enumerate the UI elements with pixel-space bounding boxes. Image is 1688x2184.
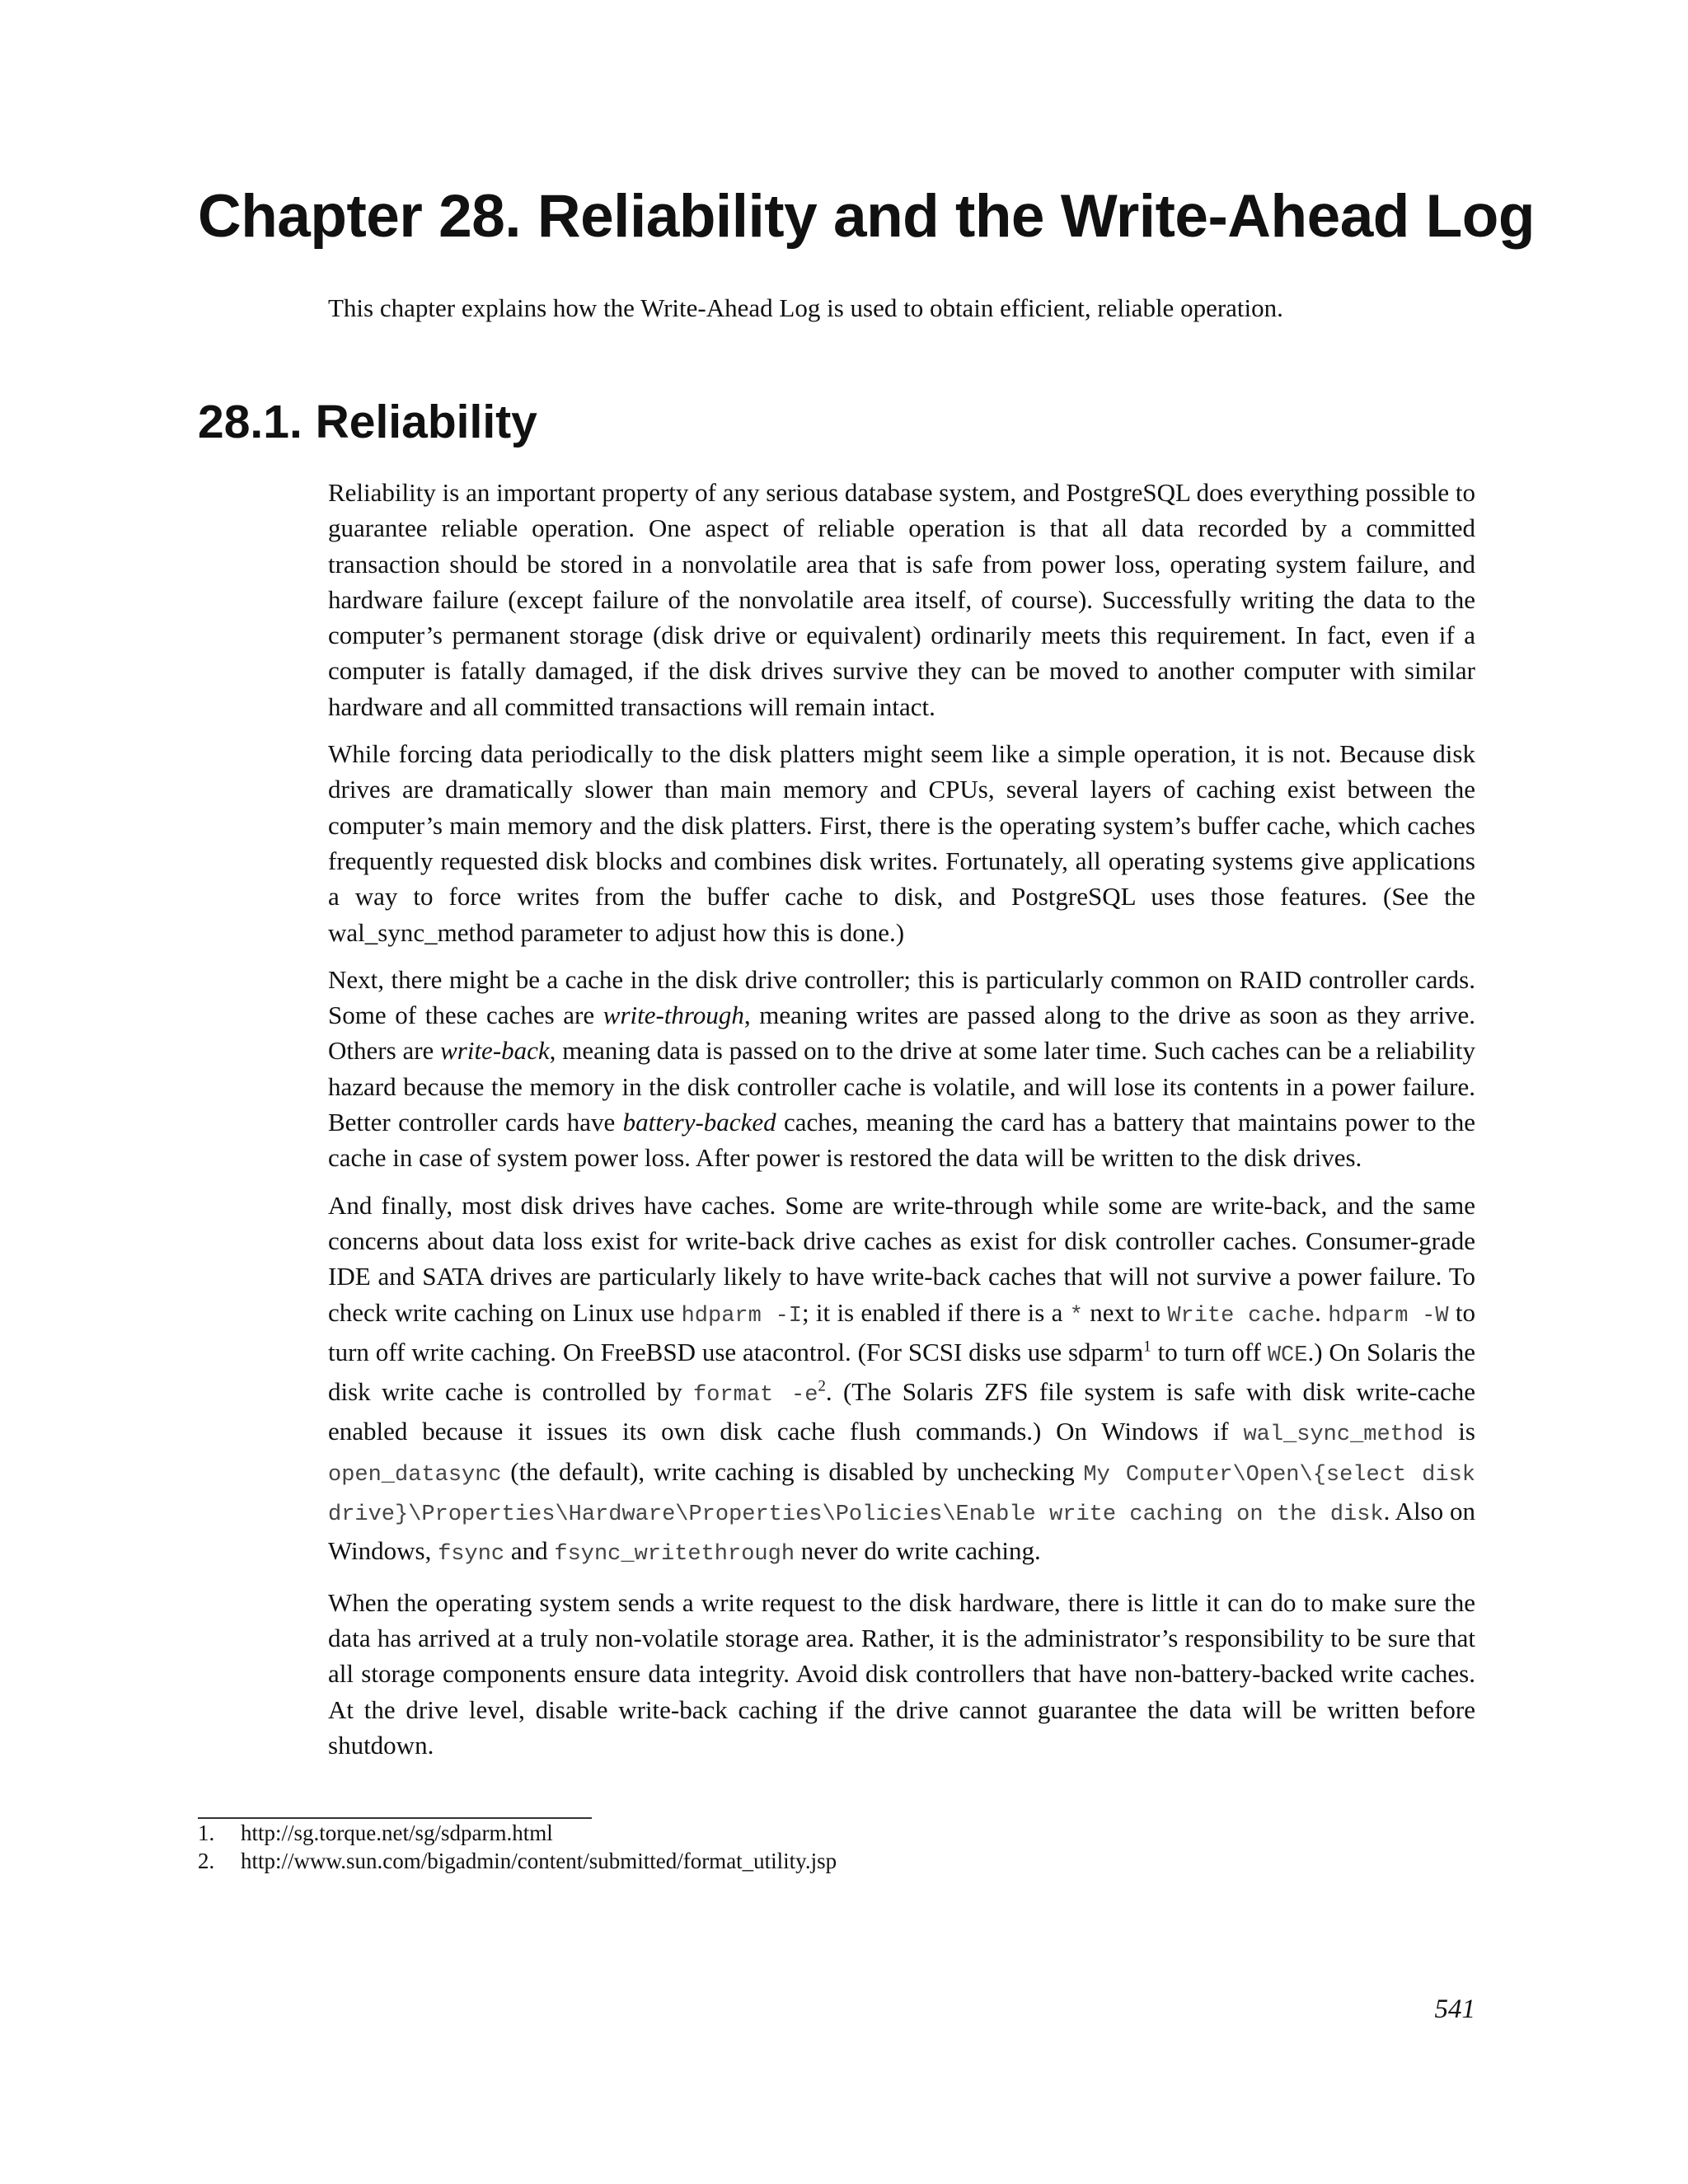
page-number: 541 <box>1434 1994 1475 2024</box>
paragraph-administrator-responsibility: When the operating system sends a write request to the disk hardware, there is little it can do to make sure the data has arrived at a truly non-volatile storage area. Rather, it is the administrator’s responsibility to be sure that all storage components ensure data integrity. Avoid disk controllers that have non-battery-backed write caches. At the drive level, disable write-back caching if the drive cannot guarantee the data will be written before shutdown. <box>328 1587 1475 1760</box>
paragraph-disk-drive-caches <box>328 1188 1475 1573</box>
footnote-link[interactable]: http://sg.torque.net/sg/sdparm.html <box>241 1821 553 1845</box>
text-run: (the default), write caching is disabled by unchecking <box>501 1456 1084 1486</box>
emphasis-battery-backed: battery-backed <box>622 1108 776 1137</box>
text-run: And finally, most disk drives have caches. Some are write-through while some are write-back, and the same concerns about data loss exist for write-back drive caches as exist for disk controller caches. Consumer-grade IDE and SATA drives are particularly likely to have write-back caches that will not survive a power failure. To check write caching on Linux use <box>328 1190 1475 1327</box>
code-windows-path: My Computer\Open\{select disk drive}\Properties\Hardware\Properties\Policies\Enable write caching on the disk <box>328 1462 1475 1528</box>
footnote-number: 1. <box>198 1821 215 1845</box>
text-run: , meaning data is passed on to the drive at some later time. Such caches can be a reliability hazard because the memory in the disk controller cache is volatile, and will lose its contents in a power failure. Better controller cards have <box>328 1036 1475 1137</box>
footnote-number: 2. <box>198 1849 215 1873</box>
text-run: never do write caching. <box>795 1536 1041 1566</box>
text-run: . Also on Windows, <box>328 1497 1475 1566</box>
footnote-ref-1[interactable]: 1 <box>1143 1338 1151 1356</box>
code-fsync: fsync <box>438 1542 505 1568</box>
text-run: Next, there might be a cache in the disk drive controller; this is particularly common on RAID controller cards. Some of these caches are <box>328 964 1475 1030</box>
paragraph-reliability-intro: Reliability is an important property of any serious database system, and PostgreSQL does everything possible to guarantee reliable operation. One aspect of reliable operation is that all data recorded by a committed transaction should be stored in a nonvolatile area that is safe from power loss, operating system failure, and hardware failure (except failure of the nonvolatile area itself, of course). Successfully writing the data to the computer’s permanent storage (disk drive or equivalent) ordinarily meets this requirement. In fact, even if a computer is fatally damaged, if the disk drives survive they can be moved to another computer with similar hardware and all committed transactions will remain intact. <box>328 478 1475 721</box>
text-run: .) On Solaris the disk write cache is controlled by <box>328 1337 1475 1407</box>
footnote-2 <box>198 1847 1269 1875</box>
code-asterisk: * <box>1069 1303 1083 1329</box>
footnote-ref-2[interactable]: 2 <box>818 1377 826 1395</box>
text-run: ; it is enabled if there is a <box>801 1297 1070 1327</box>
text-run: and <box>504 1536 555 1566</box>
chapter-intro: This chapter explains how the Write-Ahead Log is used to obtain efficient, reliable operation. <box>328 293 1283 322</box>
chapter-title: Chapter 28. Reliability and the Write-Ahead Log <box>198 183 1535 250</box>
paragraph-controller-cache <box>328 962 1475 1176</box>
code-open-datasync: open_datasync <box>328 1462 502 1488</box>
text-run: next to <box>1082 1297 1168 1327</box>
text-run: . (The Solaris ZFS file system is safe with disk write-cache enabled because it issues its own disk cache flush commands.) On Windows if <box>328 1377 1475 1446</box>
code-wal-sync-method: wal_sync_method <box>1243 1422 1444 1448</box>
section-body <box>328 475 1475 1774</box>
text-run: to turn off write caching. On FreeBSD use atacontrol. (For SCSI disks use sdparm <box>328 1297 1475 1366</box>
footnote-1 <box>198 1819 1269 1847</box>
code-hdparm-i: hdparm -I <box>681 1303 802 1329</box>
text-run: to turn off <box>1151 1337 1268 1366</box>
code-format-e: format -e <box>693 1383 818 1408</box>
code-fsync-writethrough: fsync_writethrough <box>554 1542 795 1568</box>
code-wce: WCE <box>1267 1343 1308 1368</box>
text-run: caches, meaning the card has a battery that maintains power to the cache in case of system power loss. After power is restored the data will be written to the disk drives. <box>328 1108 1476 1173</box>
code-hdparm-w: hdparm -W <box>1328 1303 1449 1329</box>
paragraph-os-buffer-cache: While forcing data periodically to the disk platters might seem like a simple operation, it is not. Because disk drives are dramatically slower than main memory and CPUs, several layers of caching exist between the computer’s main memory and the disk platters. First, there is the operating system’s buffer cache, which caches frequently requested disk blocks and combines disk writes. Fortunately, all operating systems give applications a way to force writes from the buffer cache to disk, and PostgreSQL uses those features. (See the wal_sync_method parameter to adjust how this is done.) <box>328 739 1475 947</box>
text-run: , meaning writes are passed along to the drive as soon as they arrive. Others are <box>328 1001 1476 1066</box>
footnote-link[interactable]: http://www.sun.com/bigadmin/content/submitted/format_utility.jsp <box>241 1849 837 1873</box>
emphasis-write-through: write-through <box>603 1001 744 1030</box>
footnotes <box>198 1819 1269 1875</box>
section-title: 28.1. Reliability <box>198 396 537 448</box>
emphasis-write-back: write-back <box>440 1036 550 1066</box>
text-run: is <box>1443 1417 1475 1446</box>
text-run: . <box>1315 1297 1329 1327</box>
code-write-cache: Write cache <box>1167 1303 1315 1329</box>
